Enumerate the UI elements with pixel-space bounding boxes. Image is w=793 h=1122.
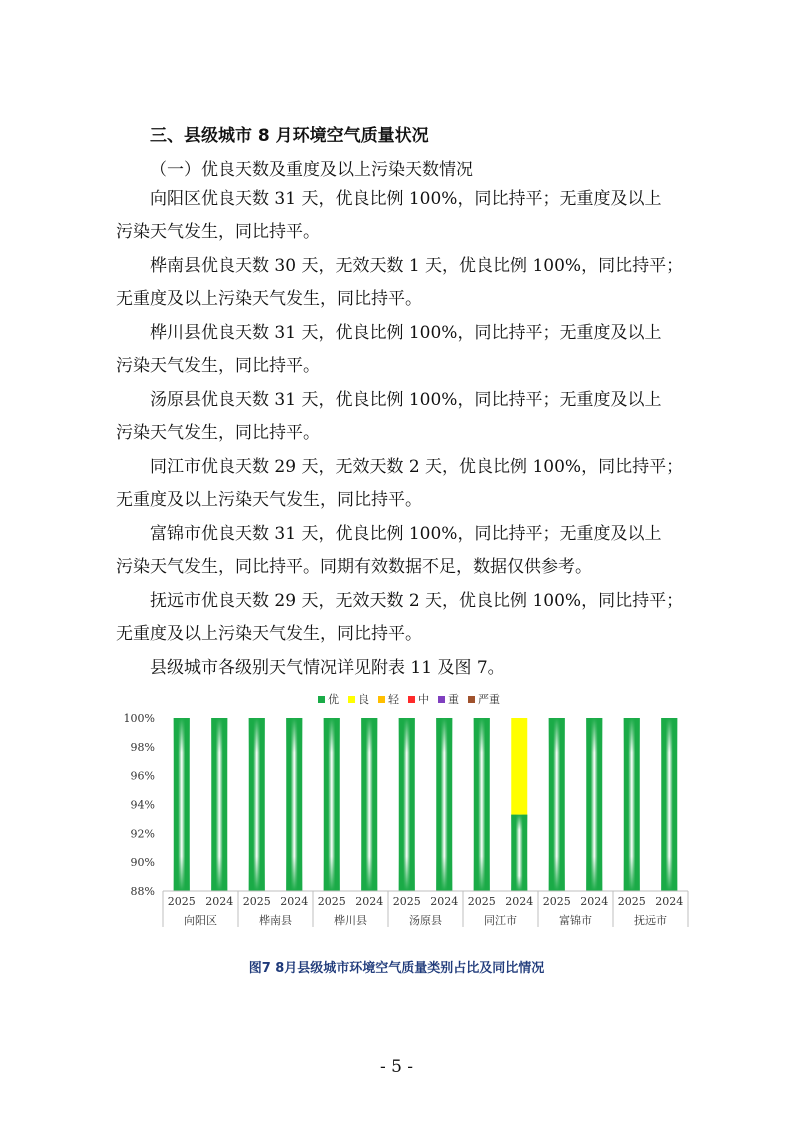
figure-caption: 图7 8月县级城市环境空气质量类别占比及同比情况	[248, 961, 545, 976]
paragraph-huachuan	[116, 317, 712, 383]
legend-swatch-中	[408, 696, 415, 703]
legend-label-轻: 轻	[388, 693, 399, 706]
x-tick-year: 2025	[242, 895, 271, 908]
x-tick-year: 2024	[430, 895, 459, 908]
closing-line: 县级城市各级别天气情况详见附表 11 及图 7。	[150, 658, 505, 678]
x-tick-group: 向阳区	[184, 914, 217, 927]
legend-label-严重: 严重	[478, 693, 500, 706]
paragraph-line: 桦川县优良天数 31 天，优良比例 100%，同比持平；无重度及以上	[150, 323, 662, 343]
paragraph-line: 向阳区优良天数 31 天，优良比例 100%，同比持平；无重度及以上	[150, 189, 662, 209]
bar-edge-桦南县-2025	[249, 718, 265, 891]
y-tick-label: 90%	[130, 856, 155, 870]
legend-label-中: 中	[418, 693, 429, 706]
y-tick-label: 88%	[130, 885, 155, 898]
legend-label-良: 良	[358, 693, 369, 706]
bar-edge-桦川县-2024	[361, 718, 377, 891]
legend-swatch-优	[318, 696, 325, 703]
x-tick-year: 2024	[505, 895, 534, 908]
x-tick-group: 汤原县	[409, 914, 442, 927]
x-tick-group: 富锦市	[559, 914, 592, 927]
bar-edge-汤原县-2025	[399, 718, 415, 891]
x-tick-year: 2024	[355, 895, 384, 908]
x-tick-year: 2025	[542, 895, 571, 908]
bar-edge-抚远市-2025	[624, 718, 640, 891]
legend-swatch-严重	[468, 696, 475, 703]
legend-swatch-重	[438, 696, 445, 703]
x-tick-group: 桦南县	[259, 914, 292, 927]
y-tick-label: 92%	[130, 827, 155, 841]
paragraph-huanan	[116, 250, 712, 316]
paragraph-line: 污染天气发生，同比持平。	[116, 356, 320, 376]
paragraph-tongjiang	[116, 451, 712, 517]
paragraph-line: 富锦市优良天数 31 天，优良比例 100%，同比持平；无重度及以上	[150, 524, 662, 544]
paragraph-tangyuan	[116, 384, 712, 450]
x-tick-year: 2024	[580, 895, 609, 908]
y-tick-label: 96%	[130, 769, 155, 783]
paragraph-fuyuan	[116, 585, 712, 651]
paragraph-line: 同江市优良天数 29 天，无效天数 2 天，优良比例 100%，同比持平；	[150, 457, 684, 477]
bar-edge-向阳区-2025	[174, 718, 190, 891]
x-tick-group: 桦川县	[334, 914, 367, 927]
x-tick-year: 2025	[317, 895, 346, 908]
x-tick-year: 2024	[280, 895, 309, 908]
legend-swatch-轻	[378, 696, 385, 703]
paragraph-line: 汤原县优良天数 31 天，优良比例 100%，同比持平；无重度及以上	[150, 390, 662, 410]
page-number: - 5 -	[379, 1057, 414, 1077]
paragraph-line: 污染天气发生，同比持平。	[116, 222, 320, 242]
paragraph-line: 污染天气发生，同比持平。	[116, 423, 320, 443]
y-tick-label: 94%	[130, 798, 155, 812]
section-title: 三、县级城市 8 月环境空气质量状况	[150, 126, 429, 146]
legend-label-优: 优	[328, 693, 339, 706]
legend-swatch-良	[348, 696, 355, 703]
x-tick-year: 2025	[467, 895, 496, 908]
paragraph-line: 无重度及以上污染天气发生，同比持平。	[116, 624, 422, 644]
subsection-title: （一）优良天数及重度及以上污染天数情况	[150, 160, 473, 180]
y-tick-label: 100%	[123, 712, 155, 725]
paragraph-line: 无重度及以上污染天气发生，同比持平。	[116, 289, 422, 309]
bar-edge-桦川县-2025	[324, 718, 340, 891]
bar-edge-富锦市-2024	[586, 718, 602, 891]
bar-edge-桦南县-2024	[286, 718, 302, 891]
bar-edge-抚远市-2024	[661, 718, 677, 891]
bar-edge-同江市-2024	[511, 815, 527, 891]
legend-label-重: 重	[448, 693, 459, 706]
bar-edge-向阳区-2024	[211, 718, 227, 891]
paragraph-fujin	[116, 518, 712, 584]
bar-edge-富锦市-2025	[549, 718, 565, 891]
x-tick-year: 2025	[617, 895, 646, 908]
bar-edge-同江市-2025	[474, 718, 490, 891]
paragraph-xiangyang	[116, 183, 712, 249]
y-tick-label: 98%	[130, 740, 155, 754]
x-tick-group: 抚远市	[634, 914, 667, 927]
x-tick-group: 同江市	[484, 914, 517, 927]
x-tick-year: 2024	[205, 895, 234, 908]
paragraph-line: 桦南县优良天数 30 天，无效天数 1 天，优良比例 100%，同比持平；	[150, 256, 684, 276]
x-tick-year: 2024	[655, 895, 684, 908]
chart-svg	[118, 686, 698, 946]
x-tick-year: 2025	[167, 895, 196, 908]
bar-良-同江市-2024	[511, 718, 527, 815]
paragraph-line: 无重度及以上污染天气发生，同比持平。	[116, 490, 422, 510]
bar-edge-汤原县-2024	[436, 718, 452, 891]
air-quality-chart	[118, 686, 698, 946]
paragraph-line: 抚远市优良天数 29 天，无效天数 2 天，优良比例 100%，同比持平；	[150, 591, 684, 611]
paragraph-line: 污染天气发生，同比持平。同期有效数据不足，数据仅供参考。	[116, 557, 592, 577]
x-tick-year: 2025	[392, 895, 421, 908]
